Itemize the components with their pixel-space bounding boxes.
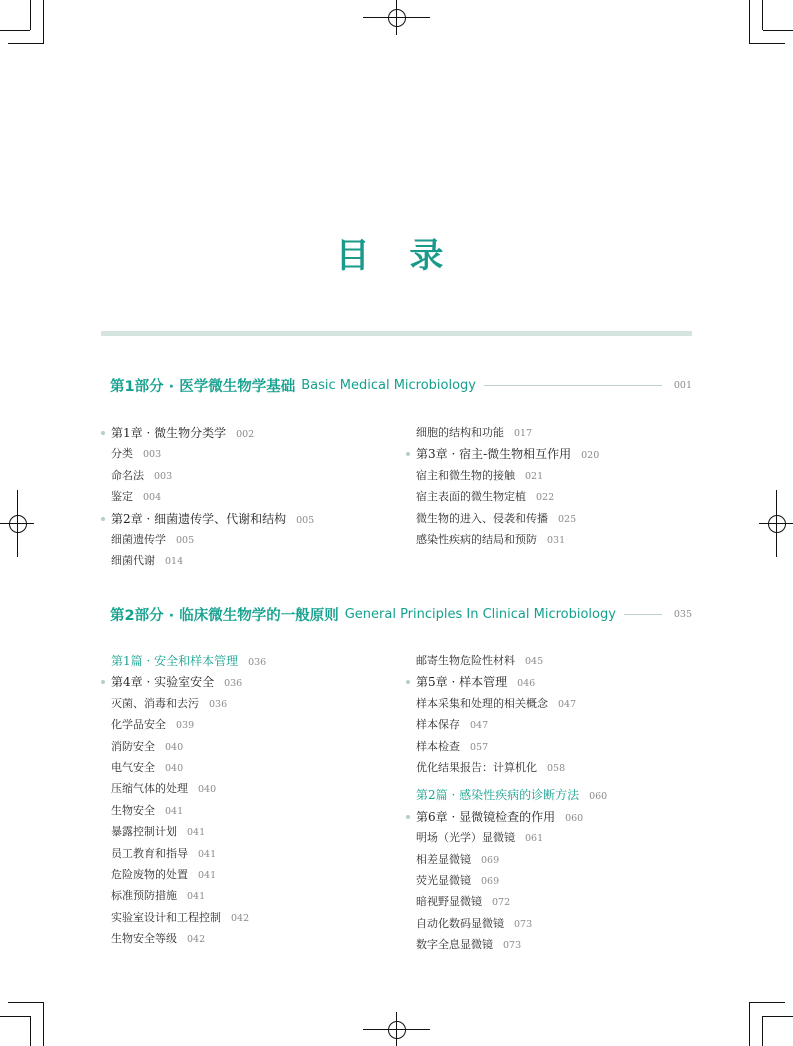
part-2-english-title: General Principles In Clinical Microbiology [344, 606, 616, 622]
toc-entry[interactable] [111, 930, 205, 948]
toc-entry[interactable] [111, 909, 249, 927]
toc-entry-title: 鉴定 [111, 490, 133, 504]
bullet-dot-icon [406, 680, 410, 684]
toc-entry-title: 数字全息显微镜 [416, 938, 493, 952]
toc-entry[interactable] [111, 445, 161, 463]
leader-rule [484, 385, 662, 386]
bullet-dot-icon [101, 517, 105, 521]
toc-entry[interactable] [416, 510, 576, 528]
bullet-dot-icon [406, 452, 410, 456]
toc-entry[interactable] [111, 467, 172, 485]
toc-entry[interactable] [111, 780, 216, 798]
toc-entry-page: 031 [547, 535, 566, 546]
toc-entry[interactable] [416, 424, 532, 442]
part-2-heading [110, 604, 692, 624]
toc-entry[interactable] [416, 872, 499, 890]
toc-entry-title: 暗视野显微镜 [416, 895, 482, 909]
part-2-label: 第2部分 · 临床微生物学的一般原则 [110, 607, 339, 624]
toc-entry-title: 第1篇 · 安全和样本管理 [111, 654, 239, 668]
part-1-page: 001 [673, 379, 692, 391]
toc-entry-title: 生物安全等级 [111, 932, 177, 946]
toc-entry[interactable] [416, 851, 499, 869]
toc-entry-title: 样本采集和处理的相关概念 [416, 696, 548, 710]
toc-entry[interactable] [111, 531, 194, 549]
bullet-dot-icon [101, 680, 105, 684]
toc-entry-title: 第3章 · 宿主-微生物相互作用 [416, 447, 572, 462]
toc-entry-page: 073 [514, 918, 533, 930]
toc-entry[interactable] [416, 915, 532, 933]
toc-section[interactable] [111, 652, 266, 670]
toc-entry[interactable] [416, 652, 543, 670]
toc-entry-page: 045 [525, 656, 544, 667]
toc-entry[interactable] [416, 936, 521, 954]
toc-entry-page: 021 [525, 470, 544, 482]
toc-entry[interactable] [111, 759, 183, 777]
toc-entry-title: 细菌代谢 [111, 554, 155, 568]
toc-entry-page: 042 [231, 912, 250, 924]
toc-entry-title: 分类 [111, 447, 133, 461]
toc-entry-page: 041 [187, 827, 206, 839]
toc-entry-title: 标准预防措施 [111, 889, 177, 903]
toc-entry-title: 样本检查 [416, 739, 460, 753]
toc-chapter[interactable] [416, 808, 583, 826]
toc-entry-page: 069 [481, 876, 500, 887]
toc-entry-title: 第5章 · 样本管理 [416, 675, 508, 690]
toc-entry-title: 荧光显微镜 [416, 874, 471, 887]
toc-chapter[interactable] [111, 673, 242, 691]
toc-entry-title: 第1章 · 微生物分类学 [111, 426, 227, 440]
toc-entry-title: 化学品安全 [111, 718, 166, 732]
part-1-heading [110, 375, 692, 395]
part-2-page: 035 [673, 608, 692, 620]
toc-entry-page: 060 [565, 812, 584, 824]
toc-entry-title: 细菌遗传学 [111, 533, 166, 546]
toc-entry-page: 014 [165, 556, 184, 568]
toc-entry-title: 微生物的进入、侵袭和传播 [416, 511, 548, 525]
toc-entry[interactable] [111, 823, 205, 841]
toc-entry-title: 命名法 [111, 468, 144, 482]
page-title: 目 录 [335, 235, 458, 276]
toc-entry-title: 第2篇 · 感染性疾病的诊断方法 [416, 788, 580, 803]
toc-entry[interactable] [416, 467, 543, 485]
toc-entry-title: 感染性疾病的结局和预防 [416, 533, 537, 546]
toc-entry-page: 041 [198, 870, 217, 881]
toc-entry-title: 样本保存 [416, 718, 460, 732]
toc-entry-title: 邮寄生物危险性材料 [416, 654, 515, 667]
bullet-dot-icon [101, 431, 105, 435]
toc-entry-title: 细胞的结构和功能 [416, 426, 504, 439]
toc-entry[interactable] [416, 829, 543, 847]
toc-entry-page: 020 [581, 450, 600, 462]
toc-entry[interactable] [416, 893, 510, 911]
toc-entry[interactable] [416, 759, 565, 777]
toc-entry-title: 第2章 · 细菌遗传学、代谢和结构 [111, 511, 287, 526]
toc-section[interactable] [416, 786, 607, 804]
toc-entry-page: 036 [248, 657, 267, 668]
part-1-english-title: Basic Medical Microbiology [301, 377, 477, 393]
toc-entry-page: 004 [143, 492, 162, 504]
toc-entry-page: 003 [154, 470, 173, 482]
toc-entry-page: 040 [165, 741, 184, 753]
toc-entry-title: 员工教育和指导 [111, 846, 188, 860]
toc-entry-title: 生物安全 [111, 803, 155, 817]
toc-entry-page: 036 [209, 698, 228, 710]
toc-entry-page: 005 [296, 514, 315, 526]
toc-entry-page: 017 [514, 428, 533, 439]
toc-entry[interactable] [111, 695, 227, 713]
toc-entry-page: 022 [536, 492, 555, 504]
bullet-dot-icon [406, 815, 410, 819]
toc-entry-page: 047 [558, 698, 577, 710]
toc-entry-title: 暴露控制计划 [111, 825, 177, 839]
toc-entry-page: 003 [143, 449, 162, 461]
toc-entry-title: 明场（光学）显微镜 [416, 831, 515, 845]
toc-entry-title: 消防安全 [111, 739, 155, 753]
toc-entry-page: 060 [589, 791, 608, 803]
toc-entry-page: 002 [236, 429, 255, 440]
toc-entry-page: 040 [165, 763, 184, 774]
title-divider-band [101, 331, 692, 336]
toc-entry-title: 自动化数码显微镜 [416, 916, 504, 930]
toc-entry[interactable] [111, 845, 216, 863]
toc-entry[interactable] [111, 887, 205, 905]
toc-chapter[interactable] [111, 424, 254, 442]
toc-entry[interactable] [111, 738, 183, 756]
leader-rule [624, 614, 662, 615]
toc-entry-page: 040 [198, 784, 217, 796]
toc-entry-page: 041 [165, 805, 184, 817]
toc-entry-title: 相差显微镜 [416, 852, 471, 866]
toc-entry-title: 灭菌、消毒和去污 [111, 696, 199, 710]
toc-entry-page: 058 [547, 763, 566, 774]
toc-entry-title: 压缩气体的处理 [111, 782, 188, 796]
toc-entry-page: 039 [176, 720, 195, 732]
toc-chapter[interactable] [416, 673, 535, 691]
toc-entry-page: 069 [481, 854, 500, 866]
toc-entry-page: 041 [198, 848, 217, 860]
toc-entry-page: 072 [492, 897, 511, 909]
toc-entry[interactable] [111, 866, 216, 884]
toc-entry[interactable] [111, 802, 183, 820]
part-1-label: 第1部分 · 医学微生物学基础 [110, 378, 296, 395]
toc-entry-title: 电气安全 [111, 761, 155, 774]
toc-entry-page: 036 [224, 678, 243, 690]
toc-entry-title: 危险废物的处置 [111, 868, 188, 881]
toc-entry[interactable] [111, 488, 161, 506]
toc-entry-page: 057 [470, 741, 489, 753]
toc-entry-page: 047 [470, 720, 489, 732]
toc-entry-title: 优化结果报告：计算机化 [416, 761, 537, 774]
toc-entry[interactable] [416, 531, 565, 549]
toc-entry-title: 实验室设计和工程控制 [111, 910, 221, 924]
toc-entry-title: 第6章 · 显微镜检查的作用 [416, 809, 556, 824]
toc-entry[interactable] [416, 716, 488, 734]
toc-entry-page: 025 [558, 513, 577, 525]
toc-entry[interactable] [416, 738, 488, 756]
toc-chapter[interactable] [111, 510, 314, 528]
toc-entry-title: 第4章 · 实验室安全 [111, 675, 215, 690]
toc-entry[interactable] [416, 695, 576, 713]
toc-chapter[interactable] [416, 445, 599, 463]
toc-entry-page: 046 [517, 678, 536, 690]
toc-entry-page: 061 [525, 833, 544, 845]
toc-entry-title: 宿主表面的微生物定植 [416, 490, 526, 504]
toc-entry[interactable] [416, 488, 554, 506]
toc-entry-page: 073 [503, 940, 522, 952]
toc-entry-page: 005 [176, 535, 195, 546]
toc-entry-page: 041 [187, 891, 206, 903]
toc-entry[interactable] [111, 552, 183, 570]
toc-entry-page: 042 [187, 934, 206, 946]
toc-entry-title: 宿主和微生物的接触 [416, 468, 515, 482]
toc-entry[interactable] [111, 716, 194, 734]
